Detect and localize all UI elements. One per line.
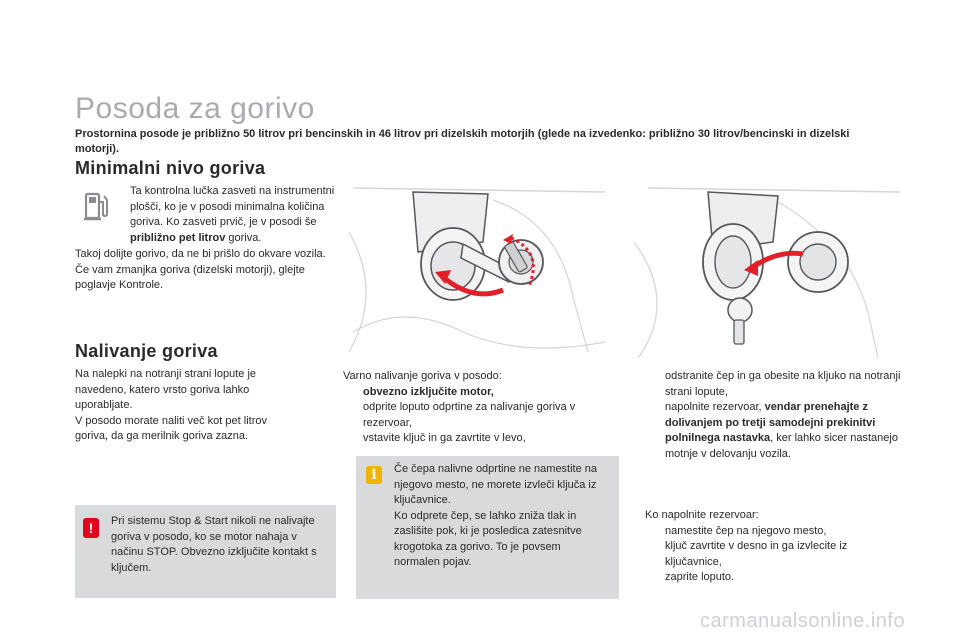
stop-start-warning-box [75,505,336,598]
min-level-text-more [75,247,337,294]
exclamation-icon: ! [83,518,99,538]
middle-column [343,369,608,447]
min-level-p1: Ta kontrolna lučka zasveti na instrumentni plošči, ko je v posodi minimalna količina goriva. Ko zasveti prvič, je v posodi še [130,185,335,228]
right-b2-pre: napolnite rezervoar, [665,401,765,413]
info-text2: Ko odprete čep, se lahko zniža tlak in zaslišite pok, ki je posledica zatesnitve krogotoka za gorivo. To je povsem normalen pojav. [394,509,582,568]
page-title: Posoda za gorivo [75,92,315,125]
list-item [645,539,907,570]
right-b2-bold: vendar prenehajte z dolivanjem po tretji samodejni prekinitvi polnilnega nastavka [665,401,876,444]
right-b2-end: , ker lahko sicer nastanejo motnje v delovanju vozila. [665,432,898,460]
info-box-text [394,462,609,571]
middle-b3: vstavite ključ in ga zavrtite v levo, [363,432,526,444]
info-text1: Če čepa nalivne odprtine ne namestite na njegovo mesto, ne morete izvleči ključa iz ključavnice. [394,463,598,506]
info-icon: i [366,466,382,484]
list-item [645,400,907,462]
list-item [645,524,907,540]
min-level-p1-bold: približno pet litrov [130,231,226,244]
list-item [645,570,907,586]
min-level-heading: Minimalni nivo goriva [75,158,266,178]
list-item [343,431,608,447]
refuel-p2: V posodo morate naliti več kot pet litrov goriva, da ga merilnik goriva zazna. [75,414,267,442]
list-item [645,369,907,400]
after-intro: Ko napolnite rezervoar: [645,509,759,521]
refuel-p1: Na nalepki na notranji strani lopute je navedeno, katero vrsto goriva lahko uporabljate. [75,368,257,411]
fuel-cap-unlock-illustration [343,182,615,358]
middle-b2: odprite loputo odprtine za nalivanje goriva v rezervoar, [363,401,576,429]
fuel-cap-remove-illustration [628,182,900,358]
capacity-note: Prostornina posode je približno 50 litrov pri bencinskih in 46 litrov pri dizelskih motorjih (glede na izvedenko: približno 30 litrov/bencinski in dizelski motorji). [75,128,850,155]
middle-b1: obvezno izključite motor, [363,385,494,398]
fuel-pump-icon [84,190,112,224]
min-level-p1-end: goriva. [225,231,262,244]
min-level-text-intro [130,184,335,246]
right-column [645,369,907,462]
min-level-p2: Takoj dolijte gorivo, da ne bi prišlo do okvare vozila. [75,248,326,260]
refuel-heading: Nalivanje goriva [75,341,218,361]
after-refuel-section [645,508,907,586]
list-item [343,400,608,431]
after-a2: ključ zavrtite v desno in ga izvlecite iz ključavnice, [665,540,848,568]
refuel-text [75,367,287,445]
watermark: carmanualsonline.info [700,610,906,632]
middle-intro: Varno nalivanje goriva v posodo: [343,370,502,382]
after-a1: namestite čep na njegovo mesto, [665,524,827,537]
list-item [343,385,608,401]
right-b1: odstranite čep in ga obesite na kljuko na notranji strani lopute, [665,370,901,398]
min-level-p3: Če vam zmanjka goriva (dizelski motorji), glejte poglavje Kontrole. [75,263,305,291]
stop-start-warning-text: Pri sistemu Stop & Start nikoli ne nalivajte goriva v posodo, ko se motor nahaja v načinu STOP. Obvezno izključite kontakt s ključem. [111,515,317,574]
info-box [356,456,619,599]
after-a3: zaprite loputo. [665,571,735,583]
